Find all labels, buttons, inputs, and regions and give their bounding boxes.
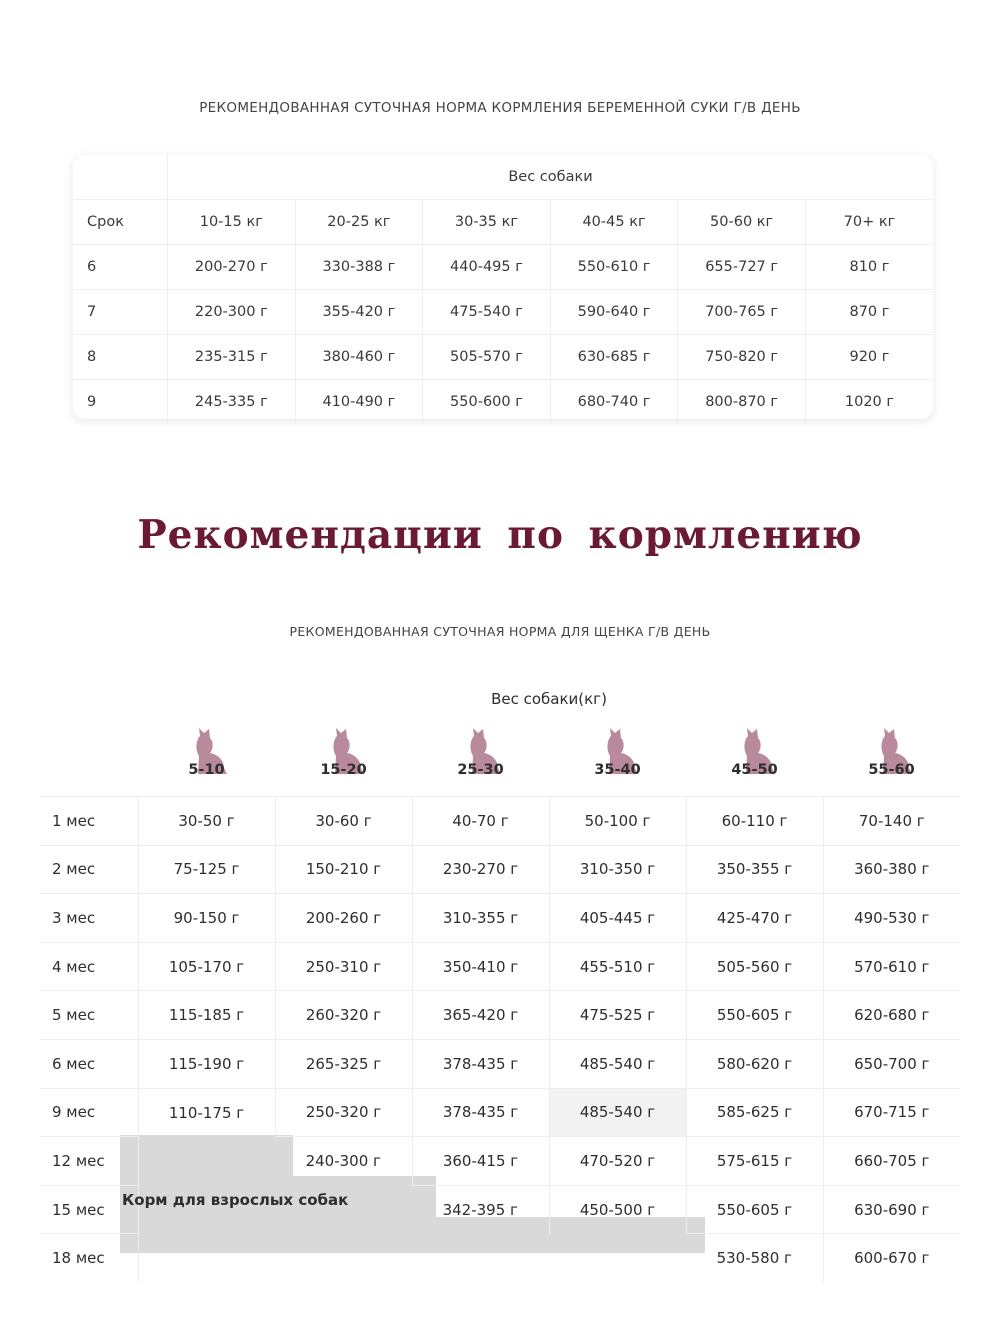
table-row <box>40 1039 960 1088</box>
puppy-table-title: РЕКОМЕНДОВАННАЯ СУТОЧНАЯ НОРМА ДЛЯ ЩЕНКА Г/В ДЕНЬ <box>289 624 711 639</box>
value-cell: 650-700 г <box>823 1039 960 1088</box>
value-cell: 630-685 г <box>550 335 678 380</box>
value-cell: 115-185 г <box>138 991 275 1040</box>
column-header: 30-35 кг <box>423 200 551 245</box>
value-cell: 235-315 г <box>168 335 296 380</box>
table-row <box>40 1234 960 1282</box>
value-cell: 360-380 г <box>823 845 960 894</box>
table-row <box>73 290 933 335</box>
value-cell: 670-715 г <box>823 1088 960 1137</box>
age-cell: 6 мес <box>40 1039 138 1088</box>
value-cell: 380-460 г <box>295 335 423 380</box>
value-cell: 75-125 г <box>138 845 275 894</box>
value-cell: 265-325 г <box>275 1039 412 1088</box>
size-header-row <box>40 722 960 797</box>
value-cell: 342-395 г <box>412 1185 549 1234</box>
value-cell: 70-140 г <box>823 797 960 846</box>
value-cell: 530-580 г <box>686 1234 823 1282</box>
value-cell: 360-415 г <box>412 1137 549 1186</box>
table-row <box>40 797 960 846</box>
weight-column-label: 45-50 <box>731 762 778 778</box>
value-cell: 490-530 г <box>823 894 960 943</box>
adult-food-cell <box>275 1234 412 1282</box>
value-cell: 655-727 г <box>678 245 806 290</box>
pregnant-feeding-table-card <box>73 155 933 419</box>
value-cell: 115-190 г <box>138 1039 275 1088</box>
value-cell: 350-410 г <box>412 942 549 991</box>
value-cell: 550-605 г <box>686 1185 823 1234</box>
value-cell: 575-615 г <box>686 1137 823 1186</box>
pregnant-feeding-table <box>73 155 933 424</box>
value-cell: 260-320 г <box>275 991 412 1040</box>
weight-column-label: 25-30 <box>457 762 504 778</box>
age-cell: 4 мес <box>40 942 138 991</box>
weight-column-label: 35-40 <box>594 762 641 778</box>
adult-food-cell <box>412 1234 549 1282</box>
value-cell: 750-820 г <box>678 335 806 380</box>
value-cell: 425-470 г <box>686 894 823 943</box>
table-row <box>40 991 960 1040</box>
pregnant-table-title: РЕКОМЕНДОВАННАЯ СУТОЧНАЯ НОРМА КОРМЛЕНИЯ БЕРЕМЕННОЙ СУКИ Г/В ДЕНЬ <box>199 100 801 116</box>
value-cell: 200-260 г <box>275 894 412 943</box>
value-cell: 90-150 г <box>138 894 275 943</box>
adult-food-cell <box>138 1137 275 1186</box>
value-cell: 505-570 г <box>423 335 551 380</box>
value-cell: 475-540 г <box>423 290 551 335</box>
value-cell-highlighted: 485-540 г <box>549 1088 686 1137</box>
age-cell: 5 мес <box>40 991 138 1040</box>
column-header: 10-15 кг <box>168 200 296 245</box>
value-cell: 455-510 г <box>549 942 686 991</box>
term-cell: 8 <box>73 335 168 380</box>
value-cell: 355-420 г <box>295 290 423 335</box>
value-cell: 550-600 г <box>423 380 551 425</box>
table-row <box>73 335 933 380</box>
age-cell: 2 мес <box>40 845 138 894</box>
value-cell: 365-420 г <box>412 991 549 1040</box>
value-cell: 580-620 г <box>686 1039 823 1088</box>
value-cell: 30-60 г <box>275 797 412 846</box>
value-cell: 470-520 г <box>549 1137 686 1186</box>
value-cell: 920 г <box>805 335 933 380</box>
value-cell: 475-525 г <box>549 991 686 1040</box>
age-cell: 12 мес <box>40 1137 138 1186</box>
value-cell: 660-705 г <box>823 1137 960 1186</box>
value-cell: 630-690 г <box>823 1185 960 1234</box>
page-heading: Рекомендации по кормлению <box>137 512 863 558</box>
weight-header: Вес собаки(кг) <box>491 690 607 708</box>
value-cell: 200-270 г <box>168 245 296 290</box>
adult-food-cell <box>549 1234 686 1282</box>
weight-column-label: 5-10 <box>188 762 225 778</box>
term-cell: 6 <box>73 245 168 290</box>
value-cell: 505-560 г <box>686 942 823 991</box>
value-cell: 50-100 г <box>549 797 686 846</box>
table-row <box>40 894 960 943</box>
value-cell: 590-640 г <box>550 290 678 335</box>
value-cell: 150-210 г <box>275 845 412 894</box>
value-cell: 378-435 г <box>412 1088 549 1137</box>
value-cell: 700-765 г <box>678 290 806 335</box>
age-cell: 15 мес <box>40 1185 138 1234</box>
weight-header: Вес собаки <box>508 169 593 185</box>
age-cell: 9 мес <box>40 1088 138 1137</box>
value-cell: 105-170 г <box>138 942 275 991</box>
value-cell: 350-355 г <box>686 845 823 894</box>
table-row <box>40 845 960 894</box>
column-header: 50-60 кг <box>678 200 806 245</box>
column-header: 40-45 кг <box>550 200 678 245</box>
value-cell: 600-670 г <box>823 1234 960 1282</box>
column-header: 70+ кг <box>805 200 933 245</box>
age-cell: 18 мес <box>40 1234 138 1282</box>
value-cell: 550-605 г <box>686 991 823 1040</box>
value-cell: 570-610 г <box>823 942 960 991</box>
table-row <box>73 380 933 425</box>
value-cell: 378-435 г <box>412 1039 549 1088</box>
value-cell: 110-175 г <box>138 1088 275 1137</box>
weight-column-label: 15-20 <box>320 762 367 778</box>
empty-corner-cell <box>73 155 168 200</box>
value-cell: 800-870 г <box>678 380 806 425</box>
column-header: 20-25 кг <box>295 200 423 245</box>
value-cell: 230-270 г <box>412 845 549 894</box>
value-cell: 60-110 г <box>686 797 823 846</box>
value-cell: 250-320 г <box>275 1088 412 1137</box>
value-cell: 620-680 г <box>823 991 960 1040</box>
value-cell: 40-70 г <box>412 797 549 846</box>
term-header: Срок <box>73 200 168 245</box>
weight-column-label: 55-60 <box>868 762 915 778</box>
value-cell: 550-610 г <box>550 245 678 290</box>
value-cell: 405-445 г <box>549 894 686 943</box>
value-cell: 410-490 г <box>295 380 423 425</box>
column-header-row <box>73 200 933 245</box>
table-row <box>73 245 933 290</box>
age-cell: 1 мес <box>40 797 138 846</box>
age-cell: 3 мес <box>40 894 138 943</box>
value-cell: 585-625 г <box>686 1088 823 1137</box>
table-row <box>40 942 960 991</box>
value-cell: 245-335 г <box>168 380 296 425</box>
value-cell: 220-300 г <box>168 290 296 335</box>
term-cell: 9 <box>73 380 168 425</box>
adult-food-label: Корм для взрослых собак <box>122 1191 349 1209</box>
table-row <box>40 1137 960 1186</box>
term-cell: 7 <box>73 290 168 335</box>
value-cell: 450-500 г <box>549 1185 686 1234</box>
value-cell: 440-495 г <box>423 245 551 290</box>
value-cell: 485-540 г <box>549 1039 686 1088</box>
adult-food-cell <box>138 1234 275 1282</box>
value-cell: 1020 г <box>805 380 933 425</box>
value-cell: 310-355 г <box>412 894 549 943</box>
value-cell: 810 г <box>805 245 933 290</box>
value-cell: 250-310 г <box>275 942 412 991</box>
value-cell: 310-350 г <box>549 845 686 894</box>
value-cell: 330-388 г <box>295 245 423 290</box>
value-cell: 870 г <box>805 290 933 335</box>
value-cell: 30-50 г <box>138 797 275 846</box>
value-cell: 240-300 г <box>275 1137 412 1186</box>
value-cell: 680-740 г <box>550 380 678 425</box>
table-row <box>40 1088 960 1137</box>
